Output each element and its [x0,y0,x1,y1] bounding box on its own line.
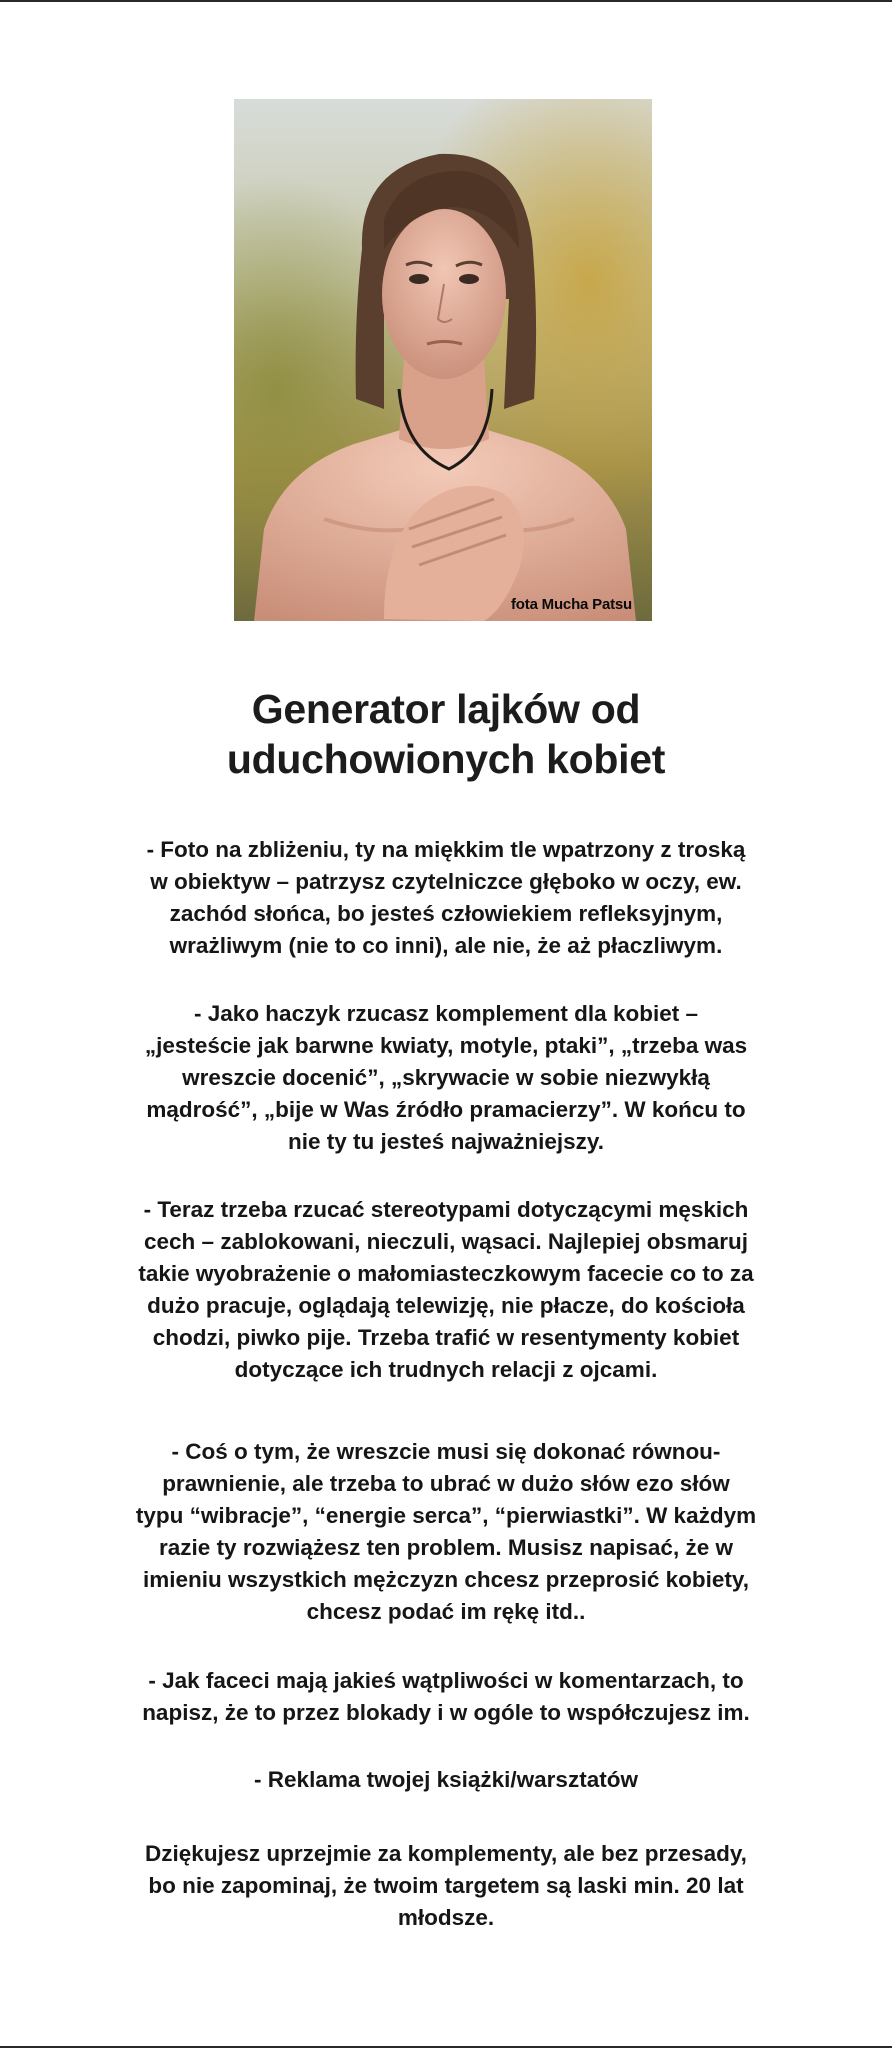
paragraph-line: Dziękujesz uprzejmie za komplementy, ale bez przesady, [145,1841,747,1866]
paragraph-line: dużo pracuje, oglądają telewizję, nie płacze, do kościoła [147,1293,745,1318]
paragraph-line: razie ty rozwiążesz ten problem. Musisz napisać, że w [159,1535,733,1560]
title-line: uduchowionych kobiet [226,736,666,782]
portrait-image [234,99,652,621]
paragraph-line: cech – zablokowani, nieczuli, wąsaci. Najlepiej obsmaruj [144,1229,748,1254]
paragraph-line: - Reklama twojej książki/warsztatów [254,1767,638,1792]
paragraph-line: w obiektyw – patrzysz czytelniczce głęboko w oczy, ew. [150,869,742,894]
paragraph-line: imieniu wszystkich mężczyzn chcesz przeprosić kobiety, [142,1567,750,1592]
paragraph-line: - Coś o tym, że wreszcie musi się dokonać równou- [171,1439,721,1464]
paragraph-line: zachód słońca, bo jesteś człowiekiem refleksyjnym, [169,901,723,926]
paragraph-line: prawnienie, ale trzeba to ubrać w dużo słów ezo słów [162,1471,730,1496]
paragraph-7 [40,1838,852,1934]
article-title [0,684,892,784]
paragraph-line: dotyczące ich trudnych relacji z ojcami. [234,1357,658,1382]
paragraph-line: chodzi, piwko pije. Trzeba trafić w resentymenty kobiet [152,1325,740,1350]
title-line: Generator lajków od [251,686,641,732]
paragraph-line: bo nie zapominaj, że twoim targetem są laski min. 20 lat [148,1873,744,1898]
paragraph-line: wreszcie docenić”, „skrywacie w sobie niezwykłą [182,1065,710,1090]
paragraph-line: młodsze. [397,1905,495,1930]
portrait-photo [234,99,652,621]
paragraph-line: mądrość”, „bije w Was źródło pramacierzy”. W końcu to [146,1097,746,1122]
paragraph-line: - Foto na zbliżeniu, ty na miękkim tle wpatrzony z troską [146,837,746,862]
photo-credit: fota Mucha Patsu [511,596,632,613]
paragraph-line: nie ty tu jesteś najważniejszy. [288,1129,604,1154]
paragraph-3 [40,1194,852,1386]
paragraph-line: „jesteście jak barwne kwiaty, motyle, ptaki”, „trzeba was [144,1033,748,1058]
top-divider [0,0,892,2]
paragraph-6 [40,1764,852,1796]
paragraph-line: wrażliwym (nie to co inni), ale nie, że aż płaczliwym. [169,933,723,958]
paragraph-line: chcesz podać im rękę itd.. [306,1599,586,1624]
paragraph-line: - Jak faceci mają jakieś wątpliwości w komentarzach, to [148,1668,744,1693]
paragraph-1 [40,834,852,962]
paragraph-line: - Jako haczyk rzucasz komplement dla kobiet – [194,1001,698,1026]
paragraph-4 [40,1436,852,1628]
paragraph-2 [40,998,852,1158]
paragraph-line: - Teraz trzeba rzucać stereotypami dotyczącymi męskich [143,1197,749,1222]
paragraph-line: typu “wibracje”, “energie serca”, “pierwiastki”. W każdym [135,1503,757,1528]
paragraph-line: takie wyobrażenie o małomiasteczkowym facecie co to za [138,1261,754,1286]
paragraph-line: napisz, że to przez blokady i w ogóle to współczujesz im. [142,1700,750,1725]
paragraph-5 [40,1665,852,1729]
